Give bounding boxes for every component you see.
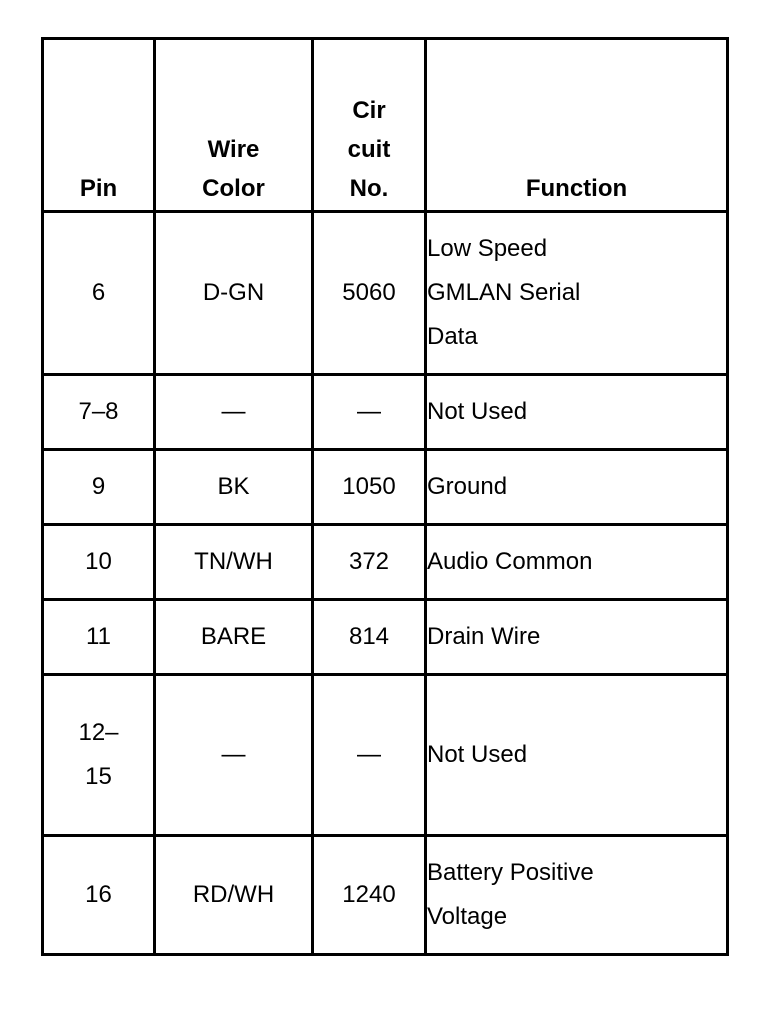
table-row [43,525,728,600]
header-pin: Pin [43,39,155,212]
pin-cell: 7–8 [43,375,155,450]
header-circuit-no: Cir cuit No. [313,39,426,212]
header-wire-color: Wire Color [155,39,313,212]
pin-cell: 9 [43,450,155,525]
wire-color-cell: TN/WH [155,525,313,600]
circuit-cell: — [313,375,426,450]
function-cell: Not Used [426,675,728,836]
table-row [43,675,728,836]
function-cell: Battery Positive Voltage [426,836,728,955]
function-cell: Drain Wire [426,600,728,675]
circuit-cell: 814 [313,600,426,675]
table-header-row [43,39,728,212]
function-cell: Low Speed GMLAN Serial Data [426,212,728,375]
circuit-cell: 1240 [313,836,426,955]
wire-color-cell: RD/WH [155,836,313,955]
function-cell: Audio Common [426,525,728,600]
table-row [43,600,728,675]
table-row [43,450,728,525]
circuit-cell: — [313,675,426,836]
pin-cell: 11 [43,600,155,675]
wire-color-cell: D-GN [155,212,313,375]
table-row [43,212,728,375]
circuit-cell: 5060 [313,212,426,375]
header-function: Function [426,39,728,212]
pin-function-table [41,37,729,956]
table-row [43,375,728,450]
function-cell: Ground [426,450,728,525]
wire-color-cell: BARE [155,600,313,675]
wire-color-cell: — [155,375,313,450]
pin-cell: 6 [43,212,155,375]
function-cell: Not Used [426,375,728,450]
pin-cell: 12– 15 [43,675,155,836]
wire-color-cell: — [155,675,313,836]
wire-color-cell: BK [155,450,313,525]
table-row [43,836,728,955]
pin-cell: 10 [43,525,155,600]
pin-cell: 16 [43,836,155,955]
circuit-cell: 1050 [313,450,426,525]
circuit-cell: 372 [313,525,426,600]
